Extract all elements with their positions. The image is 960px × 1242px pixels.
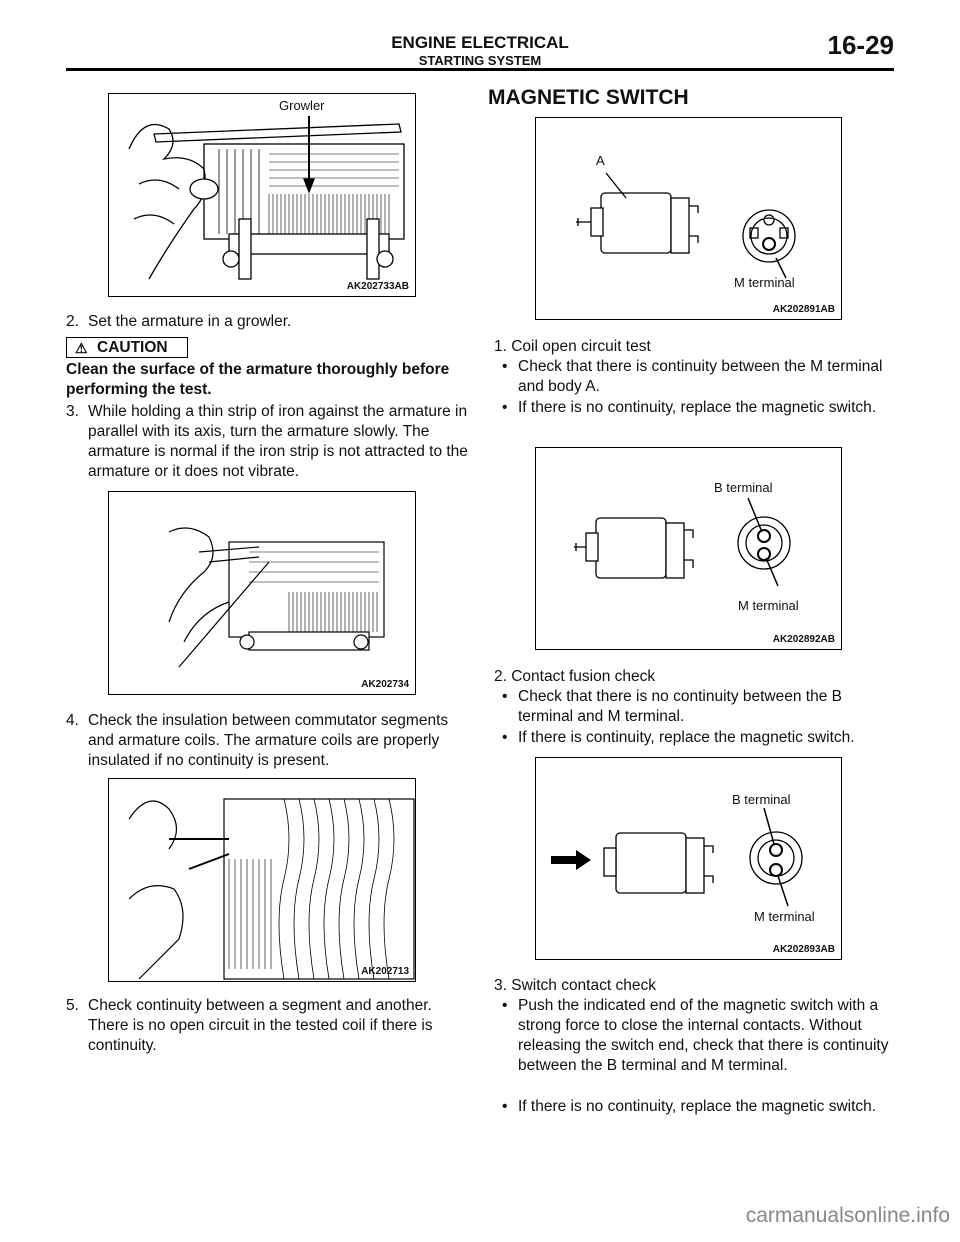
caution-box: [66, 337, 188, 358]
step-text: Check continuity between a segment and another. There is no open circuit in the tested coil if there is continuity.: [88, 997, 433, 1054]
figure-code: AK202893AB: [772, 944, 835, 955]
step-5: [66, 996, 466, 1056]
test-3-title: 3. Switch contact check: [494, 977, 656, 994]
test-2-title: 2. Contact fusion check: [494, 668, 656, 685]
b-terminal-label: B terminal: [714, 480, 773, 495]
figure-code: AK202733AB: [346, 281, 409, 292]
b-terminal-label: B terminal: [732, 792, 791, 807]
test-3-bullet-1: [494, 996, 894, 1076]
watermark: carmanualsonline.info: [745, 1204, 950, 1227]
bullet-icon: •: [502, 997, 508, 1014]
header-rule: [66, 68, 894, 71]
test-1-bullet-1: [494, 357, 894, 397]
bullet-text: Check that there is continuity between the M terminal and body A.: [518, 358, 883, 395]
bullet-text: Check that there is no continuity between the B terminal and M terminal.: [518, 688, 842, 725]
step-2: [66, 312, 466, 332]
m-terminal-label: M terminal: [738, 598, 799, 613]
bullet-text: If there is no continuity, replace the magnetic switch.: [518, 399, 877, 416]
bullet-icon: •: [502, 358, 508, 375]
section-heading: MAGNETIC SWITCH: [488, 86, 689, 109]
bullet-icon: •: [502, 729, 508, 746]
step-text: While holding a thin strip of iron against the armature in parallel with its axis, turn the armature slowly. The armature is normal if the iron strip is not attracted to the armature or it does not vibrate.: [88, 403, 468, 480]
bullet-text: Push the indicated end of the magnetic switch with a strong force to close the internal contacts. Without releasing the switch end, check that there is continuity between the B terminal and M terminal.: [518, 997, 889, 1074]
bullet-icon: •: [502, 688, 508, 705]
body-a-label: A: [596, 153, 605, 168]
caution-label: CAUTION: [97, 339, 168, 356]
step-3: [66, 402, 468, 482]
warning-icon: ⚠: [75, 340, 88, 356]
subsection-title: STARTING SYSTEM: [418, 53, 542, 68]
figure-insulation-test: [108, 778, 416, 982]
figure-code: AK202713: [361, 966, 409, 977]
page-number: 16-29: [827, 30, 894, 60]
step-number: 2.: [66, 313, 79, 330]
test-1-title: 1. Coil open circuit test: [494, 338, 651, 355]
m-terminal-label: M terminal: [754, 909, 815, 924]
figure-code: AK202891AB: [772, 304, 835, 315]
test-2-bullet-2: [494, 728, 894, 748]
step-number: 5.: [66, 997, 79, 1014]
bullet-text: If there is continuity, replace the magnetic switch.: [518, 729, 855, 746]
m-terminal-label: M terminal: [734, 275, 795, 290]
bullet-icon: •: [502, 399, 508, 416]
test-2-bullet-1: [494, 687, 894, 727]
growler-label: Growler: [279, 98, 325, 113]
figure-armature-strip: [108, 491, 416, 695]
step-4: [66, 711, 466, 771]
figure-growler: [108, 93, 416, 297]
step-number: 3.: [66, 403, 79, 420]
figure-code: AK202892AB: [772, 634, 835, 645]
step-text: Set the armature in a growler.: [88, 313, 292, 330]
figure-contact-fusion: [535, 447, 842, 650]
test-3-bullet-2: [494, 1097, 894, 1117]
step-text: Check the insulation between commutator segments and armature coils. The armature coils are properly insulated if no continuity is present.: [88, 712, 449, 769]
bullet-text: If there is no continuity, replace the magnetic switch.: [518, 1098, 877, 1115]
test-1-bullet-2: [494, 398, 894, 418]
caution-text: Clean the surface of the armature thoroughly before performing the test.: [66, 361, 450, 398]
section-title: ENGINE ELECTRICAL: [391, 33, 569, 52]
bullet-icon: •: [502, 1098, 508, 1115]
figure-switch-contact: [535, 757, 842, 960]
push-arrow-icon: [551, 850, 591, 870]
figure-code: AK202734: [361, 679, 409, 690]
figure-coil-open-test: [535, 117, 842, 320]
step-number: 4.: [66, 712, 79, 729]
